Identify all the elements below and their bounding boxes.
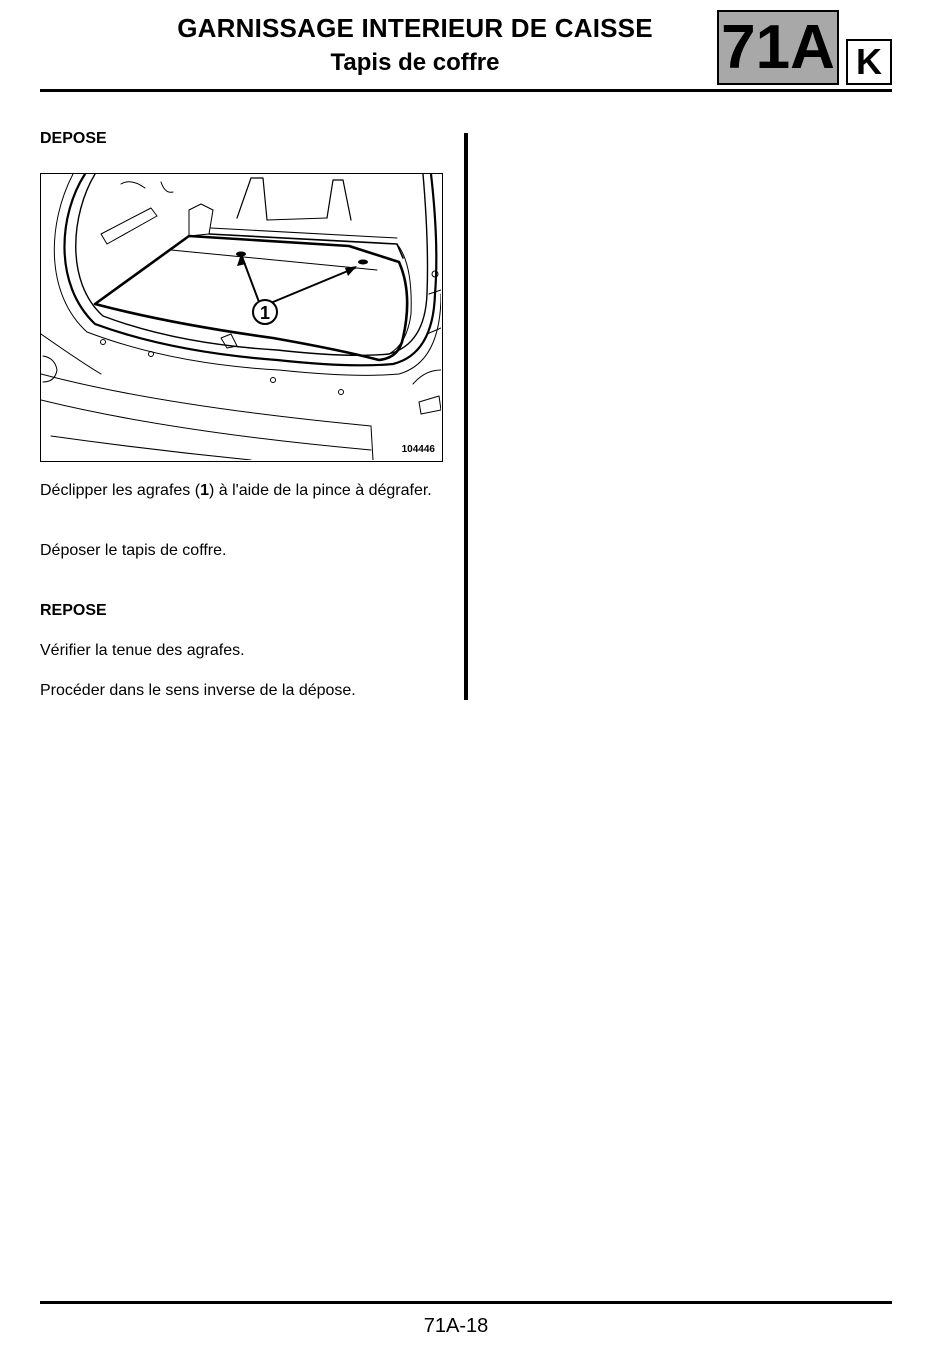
depose-heading: DEPOSE — [40, 130, 107, 147]
footer-rule — [40, 1301, 892, 1304]
document-subtitle: Tapis de coffre — [330, 49, 500, 76]
document-title: GARNISSAGE INTERIEUR DE CAISSE — [177, 13, 653, 43]
header-rule — [40, 89, 892, 92]
column-divider — [464, 133, 468, 700]
trunk-mat-illustration — [40, 173, 443, 462]
chapter-badge: 71A — [717, 10, 839, 85]
repose-heading: REPOSE — [40, 602, 107, 619]
unclip-text-start: Déclipper les agrafes ( — [40, 482, 201, 499]
unclip-clip-reference: 1 — [200, 482, 209, 499]
repose-instruction-reverse: Procéder dans le sens inverse de la dépose. — [40, 682, 356, 699]
page-number: 71A-18 — [423, 1315, 489, 1337]
figure-reference-number: 104446 — [401, 444, 435, 455]
repose-instruction-check: Vérifier la tenue des agrafes. — [40, 642, 245, 659]
depose-instruction-unclip — [40, 481, 440, 501]
variant-badge: K — [846, 39, 892, 85]
unclip-text-end: ) à l'aide de la pince à dégrafer. — [208, 482, 432, 499]
depose-instruction-remove: Déposer le tapis de coffre. — [40, 542, 227, 559]
callout-label: 1 — [259, 303, 271, 323]
